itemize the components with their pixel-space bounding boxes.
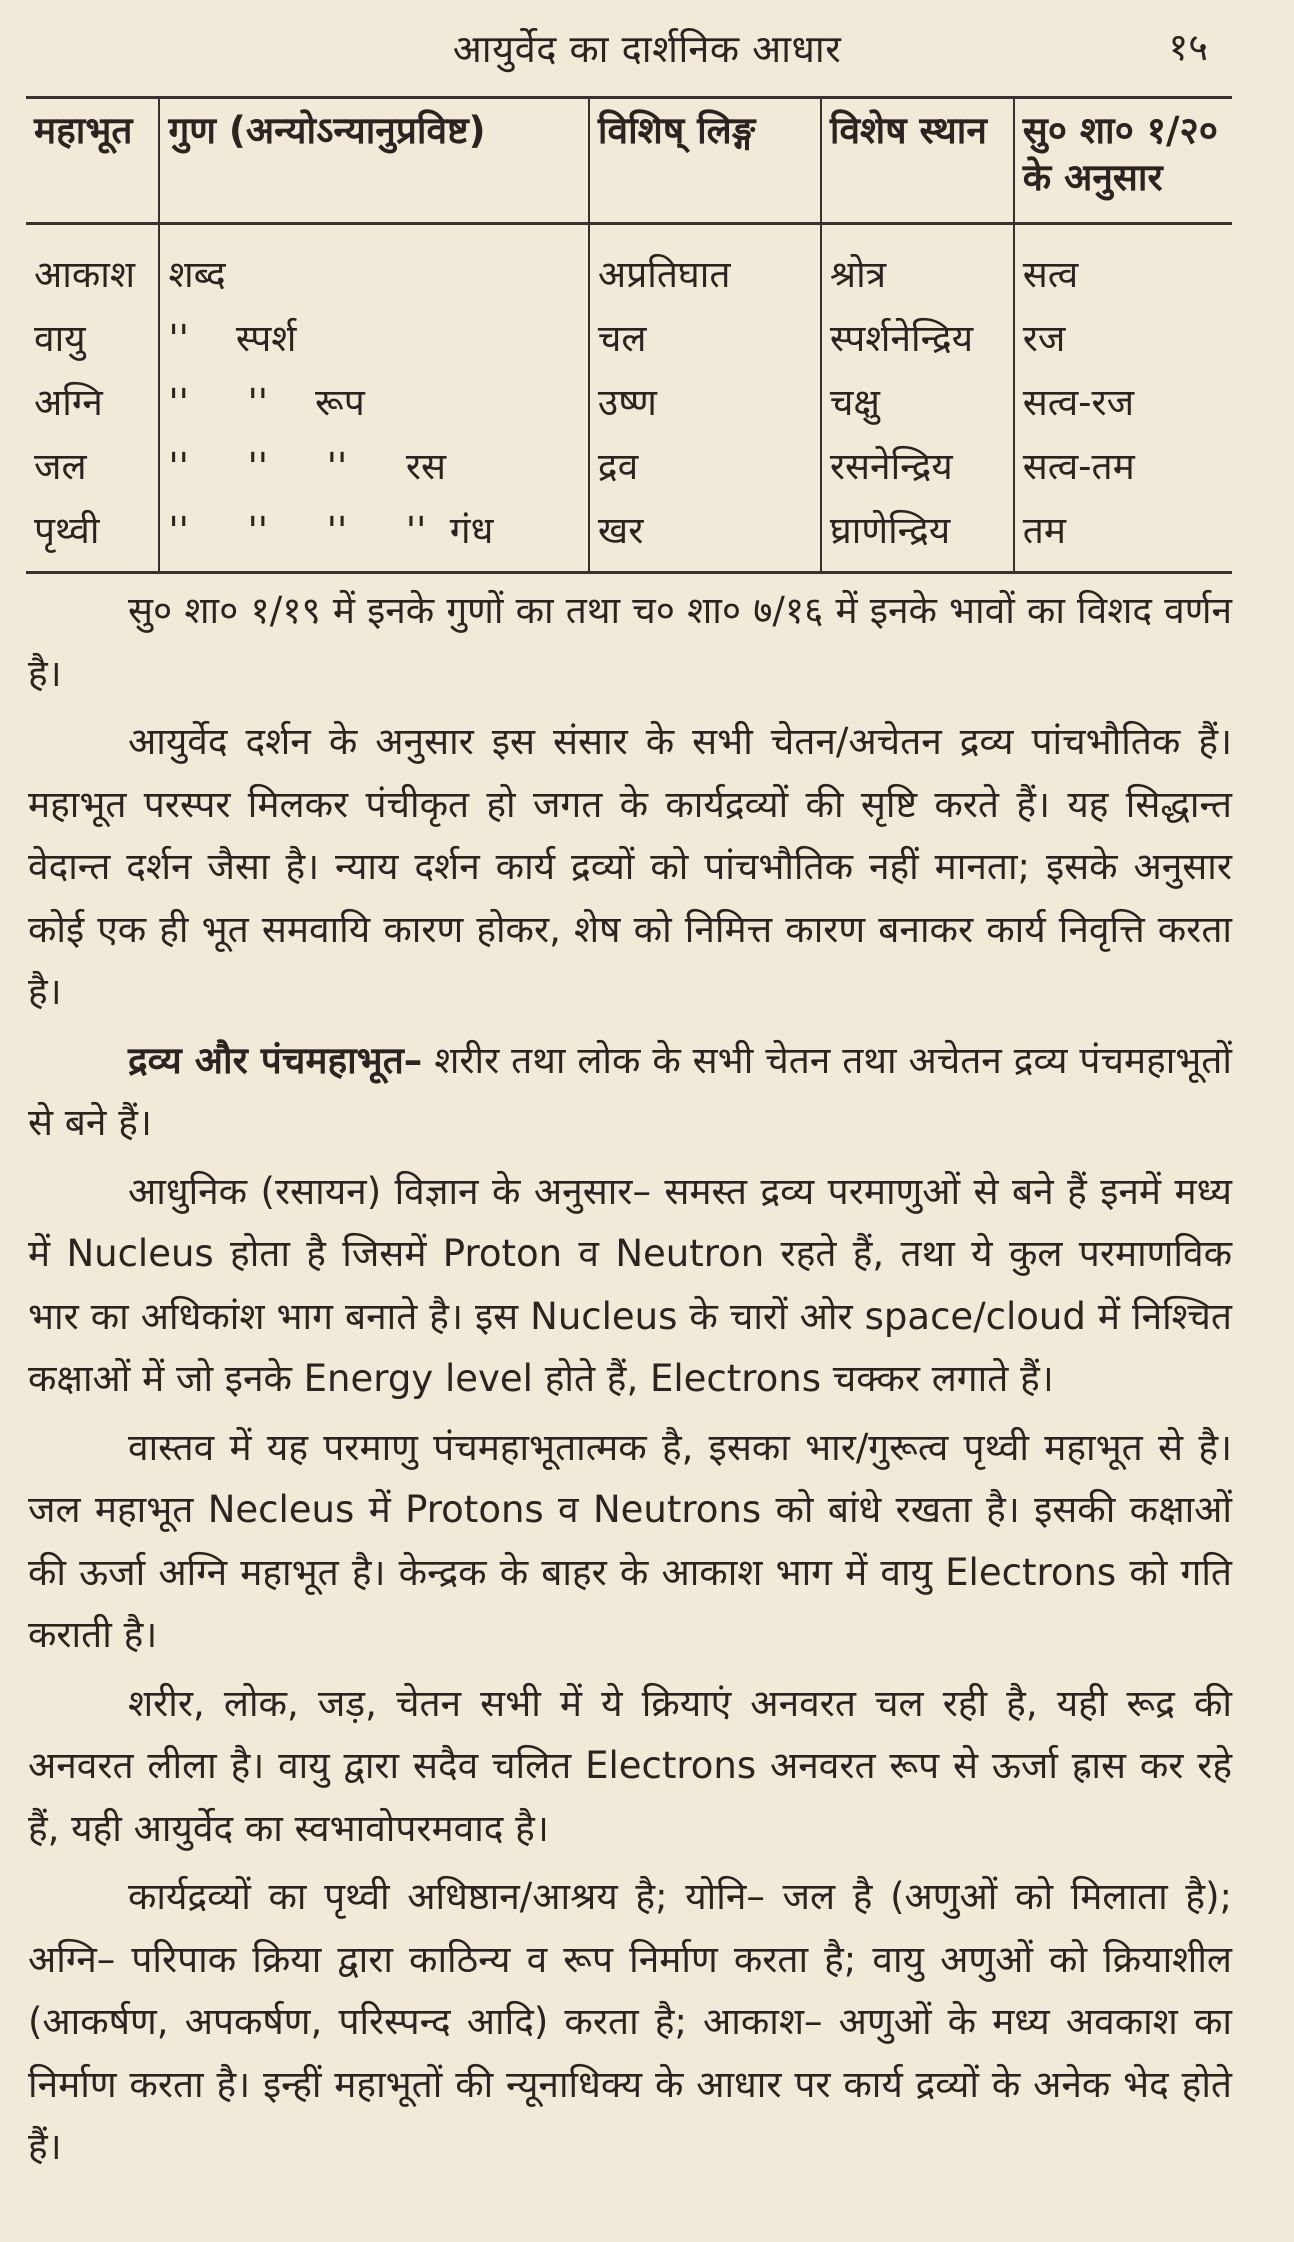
- header-mahabhuta: महाभूत: [26, 98, 159, 224]
- page-number: १५: [1168, 25, 1208, 69]
- header-sushruta: सु० शा० १/२० के अनुसार: [1014, 98, 1232, 224]
- paragraph-text: आधुनिक (रसायन) विज्ञान के अनुसार– समस्त द्रव्य परमाणुओं से बने हैं इनमें मध्य में Nucleus होता है जिसमें Proton व Neutron रहते हैं, तथा ये कुल परमाणविक भार का अधिकांश भाग बनाते है। इस Nucleus के चारों ओर space/cloud में निश्चित कक्षाओं में जो इनके Energy level होते हैं, Electrons चक्कर लगाते हैं।: [28, 1169, 1232, 1400]
- table-header-row: [26, 98, 1232, 224]
- paragraph-text: शरीर तथा लोक के सभी चेतन तथा अचेतन द्रव्य पंचमहाभूतों से बने हैं।: [28, 1038, 1232, 1144]
- cell-guna-type: रज: [1014, 305, 1232, 369]
- cell-linga: खर: [589, 497, 821, 573]
- header-vishisht-linga: विशिष् लिङ्ग: [589, 98, 821, 224]
- chapter-title: आयुर्वेद का दार्शनिक आधार: [452, 27, 842, 71]
- body-text: [28, 580, 1232, 2185]
- paragraph-text: शरीर, लोक, जड़, चेतन सभी में ये क्रियाएं अनवरत चल रही है, यही रूद्र की अनवरत लीला है। वायु द्वारा सदैव चलित Electrons अनवरत रूप से ऊर्जा ह्रास कर रहे हैं, यही आयुर्वेद का स्वभावोपरमवाद है।: [28, 1681, 1232, 1850]
- cell-guna-type: सत्व-तम: [1014, 433, 1232, 497]
- cell-guna: '' '' '' '' गंध: [159, 497, 588, 573]
- mahabhuta-table: [26, 96, 1232, 574]
- cell-sthan: स्पर्शनेन्द्रिय: [821, 305, 1014, 369]
- cell-linga: अप्रतिघात: [589, 223, 821, 305]
- paragraph: [28, 1417, 1232, 1667]
- paragraph: [28, 1866, 1232, 2179]
- cell-guna-type: सत्व: [1014, 223, 1232, 305]
- cell-mahabhuta: वायु: [34, 317, 86, 361]
- table-row: [26, 369, 1232, 433]
- paragraph: [28, 1030, 1232, 1155]
- cell-linga: चल: [589, 305, 821, 369]
- cell-guna: '' स्पर्श: [159, 305, 588, 369]
- cell-linga: द्रव: [589, 433, 821, 497]
- cell-linga: उष्ण: [589, 369, 821, 433]
- cell-sthan: श्रोत्र: [821, 223, 1014, 305]
- running-head: [0, 14, 1294, 74]
- paragraph: [28, 711, 1232, 1024]
- table-row: [26, 497, 1232, 573]
- cell-guna-type: तम: [1014, 497, 1232, 573]
- cell-mahabhuta: आकाश: [34, 253, 135, 297]
- cell-guna-type: सत्व-रज: [1014, 369, 1232, 433]
- paragraph-lead-heading: द्रव्य और पंचमहाभूत–: [128, 1038, 423, 1082]
- cell-sthan: रसनेन्द्रिय: [821, 433, 1014, 497]
- paragraph-text: वास्तव में यह परमाणु पंचमहाभूतात्मक है, इसका भार/गुरूत्व पृथ्वी महाभूत से है। जल महाभूत Necleus में Protons व Neutrons को बांधे रखता है। इसकी कक्षाओं की ऊर्जा अग्नि महाभूत है। केन्द्रक के बाहर के आकाश भाग में वायु Electrons को गति कराती है।: [28, 1425, 1232, 1656]
- header-guna: गुण (अन्योऽन्यानुप्रविष्ट): [159, 98, 588, 224]
- table-row: [26, 223, 1232, 305]
- paragraph-text: कार्यद्रव्यों का पृथ्वी अधिष्ठान/आश्रय है; योनि– जल है (अणुओं को मिलाता है); अग्नि– परिपाक क्रिया द्वारा काठिन्य व रूप निर्माण करता है; वायु अणुओं को क्रियाशील (आकर्षण, अपकर्षण, परिस्पन्द आदि) करता है; आकाश– अणुओं के मध्य अवकाश का निर्माण करता है। इन्हीं महाभूतों की न्यूनाधिक्य के आधार पर कार्य द्रव्यों के अनेक भेद होते हैं।: [28, 1875, 1232, 2168]
- cell-guna: '' '' '' रस: [159, 433, 588, 497]
- cell-guna: शब्द: [159, 223, 588, 305]
- cell-sthan: चक्षु: [821, 369, 1014, 433]
- paragraph: [28, 580, 1232, 705]
- paragraph: [28, 1673, 1232, 1861]
- table-row: [26, 433, 1232, 497]
- cell-mahabhuta: पृथ्वी: [26, 497, 159, 573]
- table-row: [26, 305, 1232, 369]
- header-vishesh-sthan: विशेष स्थान: [821, 98, 1014, 224]
- cell-mahabhuta: जल: [34, 445, 87, 489]
- cell-sthan: घ्राणेन्द्रिय: [821, 497, 1014, 573]
- cell-guna: '' '' रूप: [159, 369, 588, 433]
- cell-mahabhuta: अग्नि: [34, 381, 103, 425]
- paragraph: [28, 1161, 1232, 1411]
- paragraph-text: सु० शा० १/१९ में इनके गुणों का तथा च० शा० ७/१६ में इनके भावों का विशद वर्णन है।: [28, 589, 1232, 695]
- paragraph-text: आयुर्वेद दर्शन के अनुसार इस संसार के सभी चेतन/अचेतन द्रव्य पांचभौतिक हैं। महाभूत परस्पर मिलकर पंचीकृत हो जगत के कार्यद्रव्यों की सृष्टि करते हैं। यह सिद्धान्त वेदान्त दर्शन जैसा है। न्याय दर्शन कार्य द्रव्यों को पांचभौतिक नहीं मानता; इसके अनुसार कोई एक ही भूत समवायि कारण होकर, शेष को निमित्त कारण बनाकर कार्य निवृत्ति करता है।: [28, 720, 1232, 1013]
